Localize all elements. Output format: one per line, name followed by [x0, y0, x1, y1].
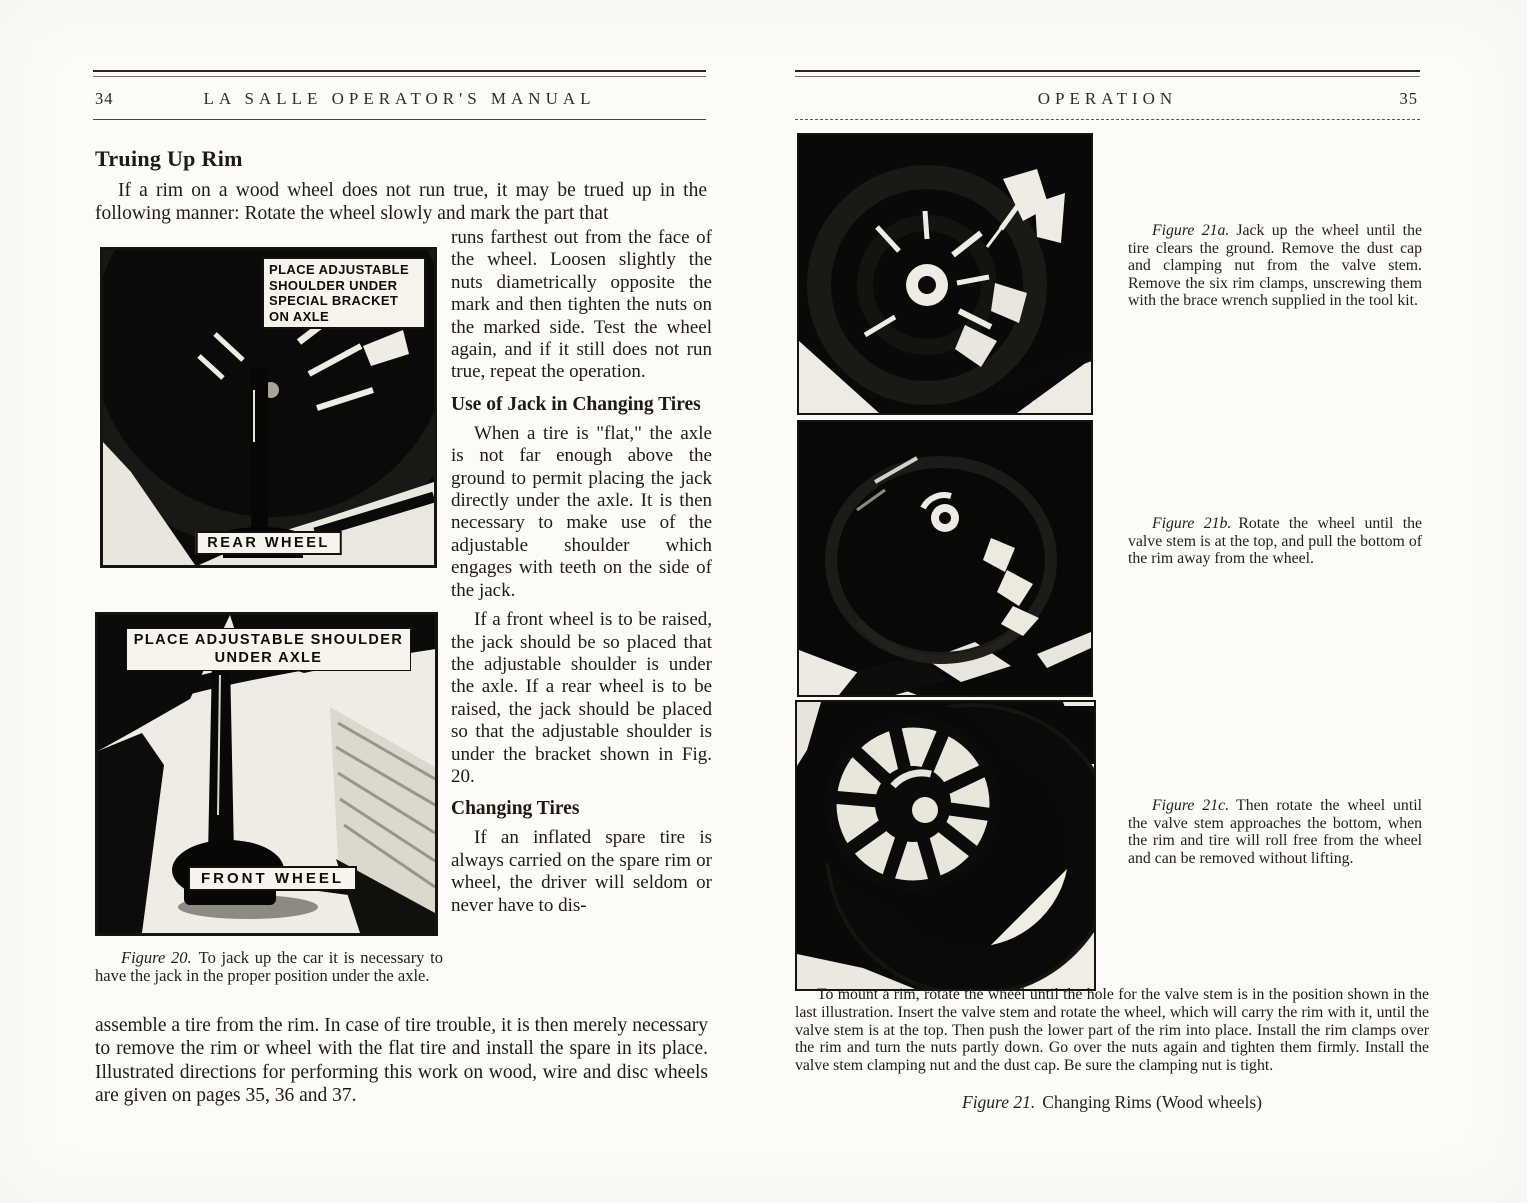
paragraph-changing-tires-continued: assemble a tire from the rim. In case of tire trouble, it is then merely necessary to remove the rim or wheel with the flat tire and install the spare in its place. Illustrated directions for performing this work on wood, wire and disc wheels are given on pages 35, 36 and 37.: [95, 1015, 708, 1107]
running-title: OPERATION: [1037, 89, 1178, 108]
page-34: [88, 0, 716, 1203]
wheel-jacked-up-illustration: [799, 135, 1091, 413]
figure-21-caption-text: Changing Rims (Wood wheels): [1042, 1092, 1262, 1112]
figure-21b-caption: [1128, 515, 1422, 568]
rim-pulled-away-illustration: [799, 422, 1091, 695]
header-rule-bottom: [795, 119, 1420, 120]
page-number: 34: [95, 89, 114, 108]
paragraph-truing-intro: If a rim on a wood wheel does not run true, it may be trued up in the following manner: Rotate the wheel slowly and mark the part that: [95, 180, 707, 224]
header-rule-top: [93, 70, 706, 77]
rim-rolling-free-illustration: [797, 702, 1094, 989]
paragraph-truing-continued: runs farthest out from the face of the wheel. Loosen slightly the nuts diametrically opposite the mark and then tighten the nuts on the marked side. Test the wheel again, and if it still does not run true, repeat the operation.: [451, 227, 712, 383]
figure-rear-wheel-photo: [100, 247, 437, 568]
figure-21c-caption-text: Then rotate the wheel until the valve stem approaches the bottom, when the rim and tire will roll free from the wheel and can be removed without lifting.: [1128, 797, 1422, 867]
figure-21a-caption: [1128, 222, 1422, 310]
figure-21c-caption: [1128, 797, 1422, 867]
figure-21-caption-lead: Figure 21.: [962, 1092, 1036, 1112]
section-heading-truing-up-rim: Truing Up Rim: [95, 146, 243, 171]
section-heading-changing-tires: Changing Tires: [451, 798, 580, 820]
figure-20-caption-lead: Figure 20.: [121, 948, 192, 967]
figure-21b-caption-text: Rotate the wheel until the valve stem is at the top, and pull the bottom of the rim away from the wheel.: [1128, 515, 1422, 568]
running-head-right: [795, 70, 1420, 120]
figure-21-caption: [795, 1092, 1429, 1113]
running-head-left: [93, 70, 706, 120]
figure-21a-photo: [797, 133, 1093, 415]
figure-20-caption-text: To jack up the car it is necessary to have the jack in the proper position under the axle.: [95, 948, 443, 985]
figure-20-caption: [95, 949, 443, 985]
running-head-row: [93, 89, 706, 113]
figure-21c-caption-lead: Figure 21c.: [1152, 797, 1230, 814]
page-number: 35: [1399, 89, 1418, 108]
figure-21a-caption-lead: Figure 21a.: [1152, 222, 1230, 239]
figure-21b-caption-lead: Figure 21b.: [1152, 515, 1232, 532]
running-title: LA SALLE OPERATOR'S MANUAL: [203, 89, 596, 108]
paragraph-mount-rim: To mount a rim, rotate the wheel until the hole for the valve stem is in the position shown in the last illustration. Insert the valve stem and rotate the wheel, which will carry the rim with it, until the valve stem is at the top. Then push the lower part of the rim into place. Install the rim clamps over the rim and turn the nuts partly down. Go over the nuts again and tighten them firmly. Install the valve stem clamping nut and the dust cap. Be sure the clamping nut is tight.: [795, 986, 1429, 1075]
figure-21c-photo: [795, 700, 1096, 991]
running-head-row: [795, 89, 1420, 113]
left-page-text-column: [451, 227, 712, 924]
page-35: [790, 0, 1430, 1203]
photo-label-front-wheel: FRONT WHEEL: [188, 866, 357, 891]
paragraph-changing-tires-column: If an inflated spare tire is always carried on the spare rim or wheel, the driver will seldom or never have to dis-: [451, 827, 712, 916]
photo-label-place-adjustable-shoulder-bracket: PLACE ADJUSTABLE SHOULDER UNDER SPECIAL BRACKET ON AXLE: [262, 257, 426, 329]
photo-label-place-adjustable-shoulder-axle: PLACE ADJUSTABLE SHOULDER UNDER AXLE: [126, 628, 411, 671]
figure-21a-caption-text: Jack up the wheel until the tire clears the ground. Remove the dust cap and clamping nut from the valve stem. Remove the six rim clamps, unscrewing them with the brace wrench supplied in the tool kit.: [1128, 222, 1422, 310]
section-heading-use-of-jack: Use of Jack in Changing Tires: [451, 393, 701, 415]
figure-21b-photo: [797, 420, 1093, 697]
paragraph-jack-1: When a tire is "flat," the axle is not far enough above the ground to permit placing the jack directly under the axle. It is then necessary to make use of the adjustable shoulder which engages with teeth on the side of the jack.: [451, 422, 712, 601]
header-rule-bottom: [93, 119, 706, 120]
paragraph-jack-2: If a front wheel is to be raised, the jack should be so placed that the adjustable shoulder is under the axle. If a rear wheel is to be raised, the jack should be placed so that the adjustable shoulder is under the bracket shown in Fig. 20.: [451, 609, 712, 787]
figure-front-wheel-photo: [95, 612, 438, 936]
header-rule-top: [795, 70, 1420, 77]
photo-label-rear-wheel: REAR WHEEL: [195, 531, 341, 555]
